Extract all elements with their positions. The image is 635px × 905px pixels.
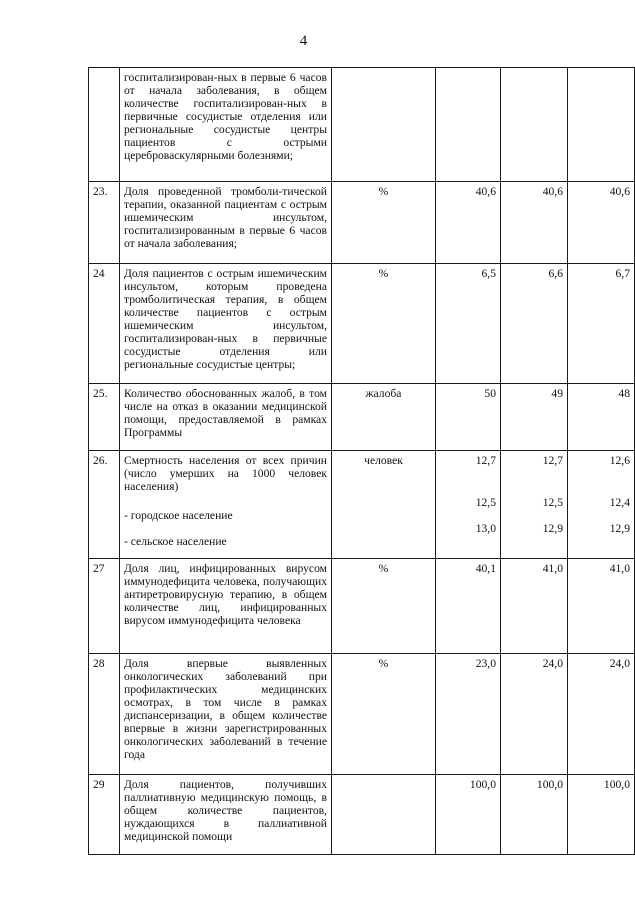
table-row	[89, 775, 635, 855]
unit-cell	[332, 775, 436, 855]
unit-cell: %	[332, 182, 436, 264]
indicator-name: Доля лиц, инфицированных вирусом иммунодефицита человека, получающих антиретровирусную терапию, в общем количестве лиц, инфицированных вирусом иммунодефицита человека	[120, 559, 332, 654]
table-row	[89, 384, 635, 451]
value-year-1: 40,6	[436, 182, 501, 264]
sub-label-rural: - сельское население	[124, 535, 227, 548]
sub-label-urban: - городское население	[124, 509, 233, 522]
value-year-2: 100,0	[501, 775, 568, 855]
indicator-name: госпитализирован-ных в первые 6 часов от начала заболевания, в общем количестве госпитализирован-ных в первичные сосудистые отделения или региональные сосудистые центры пациентов с острыми цереброваскулярными болезнями;	[120, 68, 332, 182]
indicator-name: Количество обоснованных жалоб, в том числе на отказ в оказании медицинской помощи, предоставляемой в рамках Программы	[120, 384, 332, 451]
unit-cell: жалоба	[332, 384, 436, 451]
value-year-1-group	[436, 451, 501, 559]
indicator-name: Смертность населения от всех причин (число умерших на 1000 человек населения)	[124, 454, 327, 493]
row-number: 28	[89, 654, 120, 775]
unit-cell: %	[332, 654, 436, 775]
value-year-2: 12,7	[542, 454, 563, 467]
value-year-3	[568, 68, 635, 182]
value-year-1: 23,0	[436, 654, 501, 775]
row-number: 29	[89, 775, 120, 855]
value-year-1: 100,0	[436, 775, 501, 855]
value-year-1: 6,5	[436, 264, 501, 384]
value-year-2	[501, 68, 568, 182]
value-year-3-rural: 12,9	[609, 522, 630, 535]
indicator-name: Доля пациентов с острым ишемическим инсультом, которым проведена тромболитическая терапия, в общем количестве пациентов с острым ишемическим инсультом, госпитализирован-ных в первичные сосудистые отделения или региональные сосудистые центры;	[120, 264, 332, 384]
table-row	[89, 451, 635, 559]
value-year-2-group	[501, 451, 568, 559]
unit-cell: %	[332, 264, 436, 384]
row-number: 23.	[89, 182, 120, 264]
page-number: 4	[299, 33, 308, 49]
row-number: 27	[89, 559, 120, 654]
value-year-2: 40,6	[501, 182, 568, 264]
value-year-3-group	[568, 451, 635, 559]
value-year-3: 12,6	[609, 454, 630, 467]
row-number: 24	[89, 264, 120, 384]
value-year-2-urban: 12,5	[542, 496, 563, 509]
value-year-1: 50	[436, 384, 501, 451]
value-year-1: 12,7	[475, 454, 496, 467]
value-year-2: 49	[501, 384, 568, 451]
row-number: 25.	[89, 384, 120, 451]
value-year-2: 41,0	[501, 559, 568, 654]
value-year-3: 48	[568, 384, 635, 451]
indicator-name-group	[120, 451, 332, 559]
table-row	[89, 654, 635, 775]
indicator-name: Доля проведенной тромболи-тической терапии, оказанной пациентам с острым ишемическим инсультом, госпитализированным в первые 6 часов от начала заболевания;	[120, 182, 332, 264]
table-row	[89, 68, 635, 182]
unit-cell: %	[332, 559, 436, 654]
indicators-table	[88, 67, 635, 855]
value-year-3: 6,7	[568, 264, 635, 384]
value-year-1-rural: 13,0	[475, 522, 496, 535]
value-year-3: 41,0	[568, 559, 635, 654]
unit-cell: человек	[332, 451, 436, 559]
value-year-2: 24,0	[501, 654, 568, 775]
value-year-3: 24,0	[568, 654, 635, 775]
value-year-3: 40,6	[568, 182, 635, 264]
value-year-1-urban: 12,5	[475, 496, 496, 509]
table-row	[89, 264, 635, 384]
table-row	[89, 559, 635, 654]
value-year-3: 100,0	[568, 775, 635, 855]
value-year-2: 6,6	[501, 264, 568, 384]
value-year-3-urban: 12,4	[609, 496, 630, 509]
indicator-name: Доля пациентов, получивших паллиативную медицинскую помощь, в общем количестве пациентов, нуждающихся в паллиативной медицинской помощи	[120, 775, 332, 855]
value-year-1	[436, 68, 501, 182]
unit-cell	[332, 68, 436, 182]
table-row	[89, 182, 635, 264]
value-year-2-rural: 12,9	[542, 522, 563, 535]
value-year-1: 40,1	[436, 559, 501, 654]
row-number: 26.	[89, 451, 120, 559]
indicator-name: Доля впервые выявленных онкологических заболеваний при профилактических медицинских осмотрах, в том числе в рамках диспансеризации, в общем количестве впервые в жизни зарегистрированных онкологических заболеваний в течение года	[120, 654, 332, 775]
row-number	[89, 68, 120, 182]
